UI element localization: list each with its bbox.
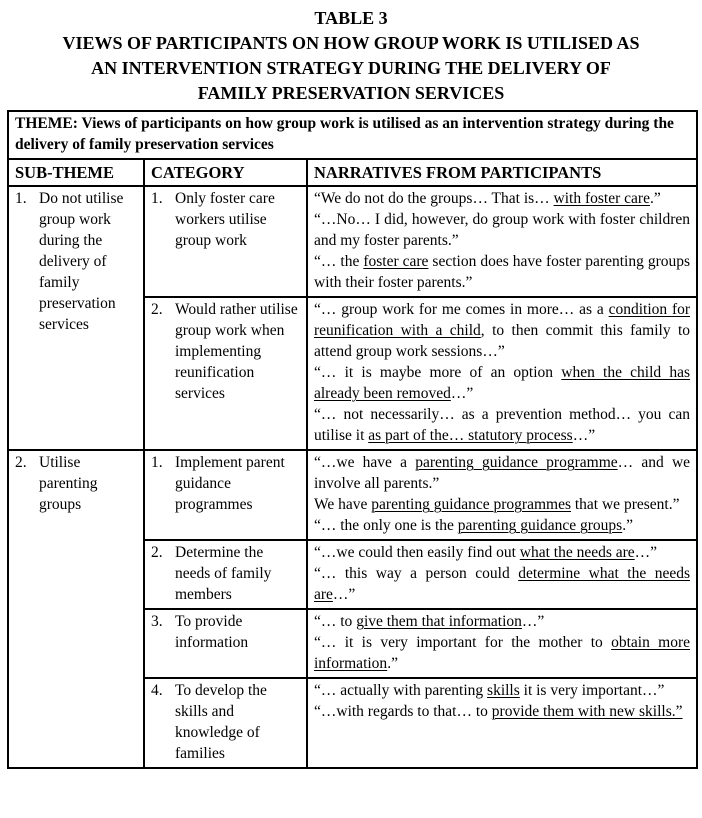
narratives-cell — [307, 678, 697, 768]
narratives-cell — [307, 297, 697, 450]
category-label: Only foster care workers utilise group work — [175, 190, 275, 249]
narrative-quote: “… it is maybe more of an option when the child has already been removed…” — [314, 364, 691, 402]
list-number: 4. — [151, 682, 163, 699]
theme-row — [8, 111, 697, 159]
header-row — [8, 159, 697, 186]
narrative-quote: “… to give them that information…” — [314, 613, 545, 630]
subtheme-cell — [8, 186, 144, 450]
narratives-cell — [307, 540, 697, 609]
narrative-quote: “… group work for me comes in more… as a condition for reunification with a child, to then commit this family to attend group work sessions…” — [314, 301, 691, 360]
table-row — [8, 450, 697, 540]
category-label: To provide information — [175, 613, 249, 651]
table-title-line: AN INTERVENTION STRATEGY DURING THE DELIVERY OF — [91, 58, 611, 78]
narrative-quote: “…with regards to that… to provide them with new skills.” — [314, 703, 683, 720]
narrative-quote: “… not necessarily… as a prevention method… you can utilise it as part of the… statutory process…” — [314, 406, 691, 444]
narrative-quote: “…we could then easily find out what the needs are…” — [314, 544, 658, 561]
narratives-cell — [307, 450, 697, 540]
table-title-line: FAMILY PRESERVATION SERVICES — [197, 83, 505, 103]
subtheme-cell — [8, 450, 144, 768]
category-label: Would rather utilise group work when implementing reunification services — [175, 301, 298, 402]
column-header-narratives: NARRATIVES FROM PARTICIPANTS — [307, 159, 697, 186]
narrative-quote: “… this way a person could determine what the needs are…” — [314, 565, 691, 603]
table-number: TABLE 3 — [314, 8, 388, 28]
category-label: To develop the skills and knowledge of families — [175, 682, 267, 762]
category-cell — [144, 297, 307, 450]
category-cell — [144, 450, 307, 540]
list-number: 3. — [151, 613, 163, 630]
narrative-quote: “… it is very important for the mother to obtain more information.” — [314, 634, 691, 672]
table-row — [8, 186, 697, 297]
theme-statement: THEME: Views of participants on how group work is utilised as an intervention strategy during the delivery of family preservation services — [8, 111, 697, 159]
narrative-quote: “We do not do the groups… That is… with foster care.” — [314, 190, 661, 207]
list-number: 1. — [151, 190, 163, 207]
column-header-subtheme: SUB-THEME — [8, 159, 144, 186]
list-number: 2. — [151, 544, 163, 561]
category-cell — [144, 540, 307, 609]
narrative-quote: “… the foster care section does have foster parenting groups with their foster parents.” — [314, 253, 691, 291]
subtheme-label: Do not utilise group work during the delivery of family preservation services — [39, 190, 124, 333]
narratives-cell — [307, 609, 697, 678]
narrative-quote: “… actually with parenting skills it is very important…” — [314, 682, 665, 699]
category-label: Implement parent guidance programmes — [175, 454, 285, 513]
theme-table — [7, 110, 698, 769]
narrative-quote: “…No… I did, however, do group work with foster children and my foster parents.” — [314, 211, 691, 249]
narrative-quote: We have parenting guidance programmes that we present.” — [314, 496, 680, 513]
narrative-quote: “… the only one is the parenting guidance groups.” — [314, 517, 633, 534]
category-label: Determine the needs of family members — [175, 544, 272, 603]
category-cell — [144, 678, 307, 768]
narratives-cell — [307, 186, 697, 297]
narrative-quote: “…we have a parenting guidance programme… and we involve all parents.” — [314, 454, 691, 492]
subtheme-label: Utilise parenting groups — [39, 454, 98, 513]
category-cell — [144, 609, 307, 678]
list-number: 2. — [151, 301, 163, 318]
list-number: 1. — [15, 190, 27, 207]
list-number: 1. — [151, 454, 163, 471]
table-title-line: VIEWS OF PARTICIPANTS ON HOW GROUP WORK IS UTILISED AS — [62, 33, 640, 53]
category-cell — [144, 186, 307, 297]
list-number: 2. — [15, 454, 27, 471]
table-title — [0, 0, 702, 106]
column-header-category: CATEGORY — [144, 159, 307, 186]
